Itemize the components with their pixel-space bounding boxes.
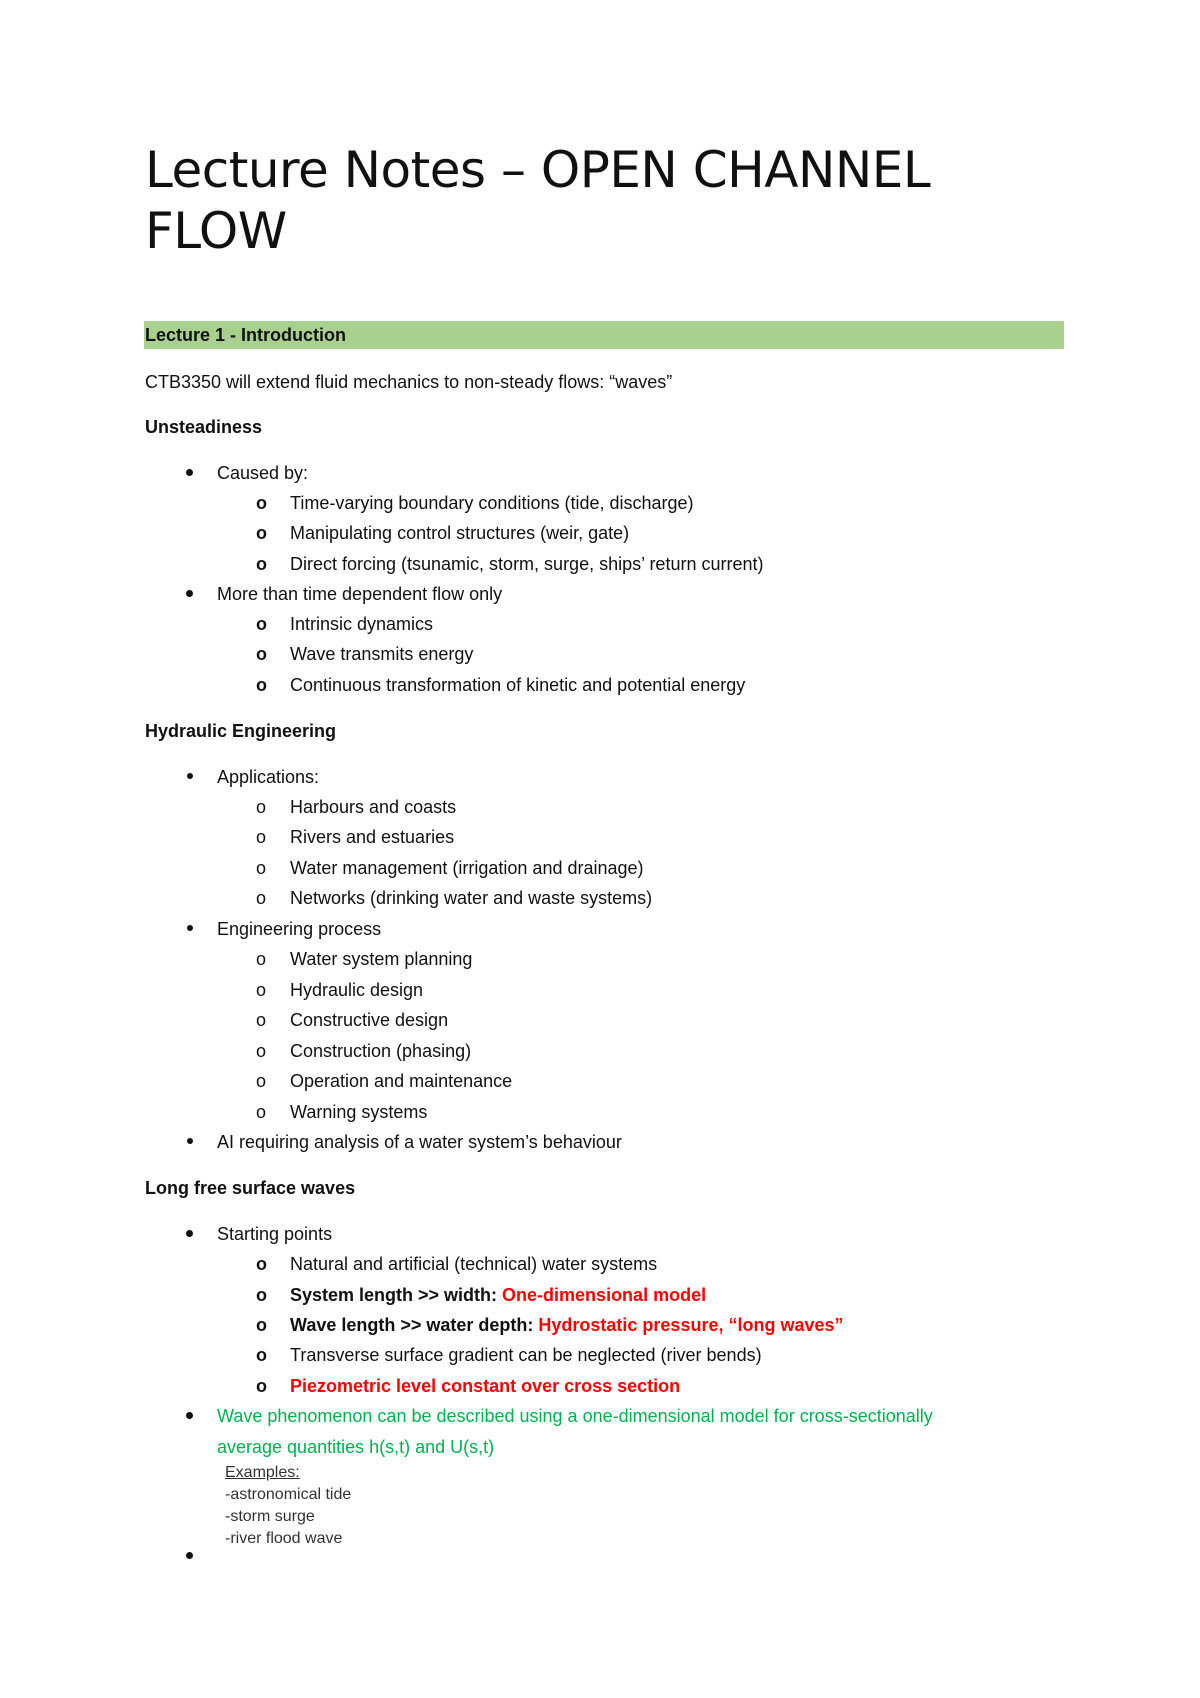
sub-bullet: o — [256, 1102, 267, 1122]
sub-bullet: o — [256, 1254, 267, 1274]
list-item: Operation and maintenance — [290, 1071, 513, 1091]
list-item: More than time dependent flow only — [217, 584, 503, 604]
bullet — [186, 469, 193, 476]
list-item: Hydraulic design — [290, 980, 424, 1000]
sub-bullet: o — [256, 1041, 267, 1061]
list-item: Time-varying boundary conditions (tide, discharge) — [290, 493, 694, 513]
bullet — [187, 925, 193, 931]
list-item: Engineering process — [217, 919, 382, 939]
sub-bullet: o — [256, 614, 267, 634]
list-item: Direct forcing (tsunamic, storm, surge, ships’ return current) — [290, 554, 764, 574]
sub-bullet: o — [256, 1376, 267, 1396]
bullet — [186, 1552, 193, 1559]
examples-header: Examples: — [225, 1464, 300, 1481]
list-item: Harbours and coasts — [290, 797, 457, 817]
sub-bullet: o — [256, 493, 267, 513]
sub-bullet: o — [256, 797, 267, 817]
examples-block — [225, 1462, 351, 1550]
list-item: Construction (phasing) — [290, 1041, 472, 1061]
list-item: Applications: — [217, 767, 320, 787]
sub-bullet: o — [256, 554, 267, 574]
list-item: Wave transmits energy — [290, 644, 474, 664]
list-item: Natural and artificial (technical) water systems — [290, 1254, 658, 1274]
intro-text: CTB3350 will extend fluid mechanics to non-steady flows: “waves” — [145, 372, 673, 392]
section-heading-hydraulic: Hydraulic Engineering — [145, 721, 337, 741]
lecture-heading-highlight — [144, 321, 1064, 349]
sub-bullet: o — [256, 1071, 267, 1091]
list-item: Transverse surface gradient can be neglected (river bends) — [290, 1345, 762, 1365]
sub-bullet: o — [256, 949, 267, 969]
list-item-continued: average quantities h(s,t) and U(s,t) — [217, 1437, 495, 1457]
list-item: Manipulating control structures (weir, gate) — [290, 523, 630, 543]
sub-bullet: o — [256, 827, 267, 847]
list-item-emphasis: One-dimensional model — [502, 1285, 707, 1305]
list-item-label: System length >> width: — [290, 1285, 503, 1305]
list-item: Water management (irrigation and drainage) — [290, 858, 644, 878]
sub-bullet: o — [256, 675, 267, 695]
list-item: Caused by: — [217, 463, 309, 483]
section-heading-unsteadiness: Unsteadiness — [145, 417, 263, 437]
bullet — [187, 773, 193, 779]
list-item: Intrinsic dynamics — [290, 614, 434, 634]
list-item — [290, 1284, 706, 1306]
example-item: -river flood wave — [225, 1530, 343, 1547]
sub-bullet: o — [256, 1315, 267, 1335]
lecture-heading: Lecture 1 - Introduction — [145, 325, 347, 345]
list-item: Rivers and estuaries — [290, 827, 455, 847]
sub-bullet: o — [256, 523, 267, 543]
bullet — [186, 1412, 193, 1419]
sub-bullet: o — [256, 888, 267, 908]
example-item: -storm surge — [225, 1508, 315, 1525]
bullet — [187, 1138, 193, 1144]
example-item: -astronomical tide — [225, 1486, 352, 1503]
bullet — [186, 590, 193, 597]
list-item: Constructive design — [290, 1010, 449, 1030]
section-heading-long-waves: Long free surface waves — [145, 1178, 356, 1198]
list-item: Warning systems — [290, 1102, 428, 1122]
list-item-emphasis: Hydrostatic pressure, “long waves” — [538, 1315, 844, 1335]
sub-bullet: o — [256, 858, 267, 878]
sub-bullet: o — [256, 1010, 267, 1030]
list-item-label: Wave length >> water depth: — [290, 1315, 539, 1335]
list-item: Continuous transformation of kinetic and potential energy — [290, 675, 746, 695]
page-title: Lecture Notes – OPEN CHANNEL FLOW — [145, 141, 931, 260]
list-item: Starting points — [217, 1224, 333, 1244]
list-item — [290, 1314, 844, 1336]
sub-bullet: o — [256, 1285, 267, 1305]
list-item: Wave phenomenon can be described using a one-dimensional model for cross-sectionally — [217, 1406, 933, 1426]
bullet — [186, 1230, 193, 1237]
list-item: Networks (drinking water and waste systems) — [290, 888, 653, 908]
list-item: AI requiring analysis of a water system’s behaviour — [217, 1132, 622, 1152]
sub-bullet: o — [256, 980, 267, 1000]
sub-bullet: o — [256, 1345, 267, 1365]
list-item: Piezometric level constant over cross section — [290, 1376, 681, 1396]
list-item: Water system planning — [290, 949, 473, 969]
sub-bullet: o — [256, 644, 267, 664]
